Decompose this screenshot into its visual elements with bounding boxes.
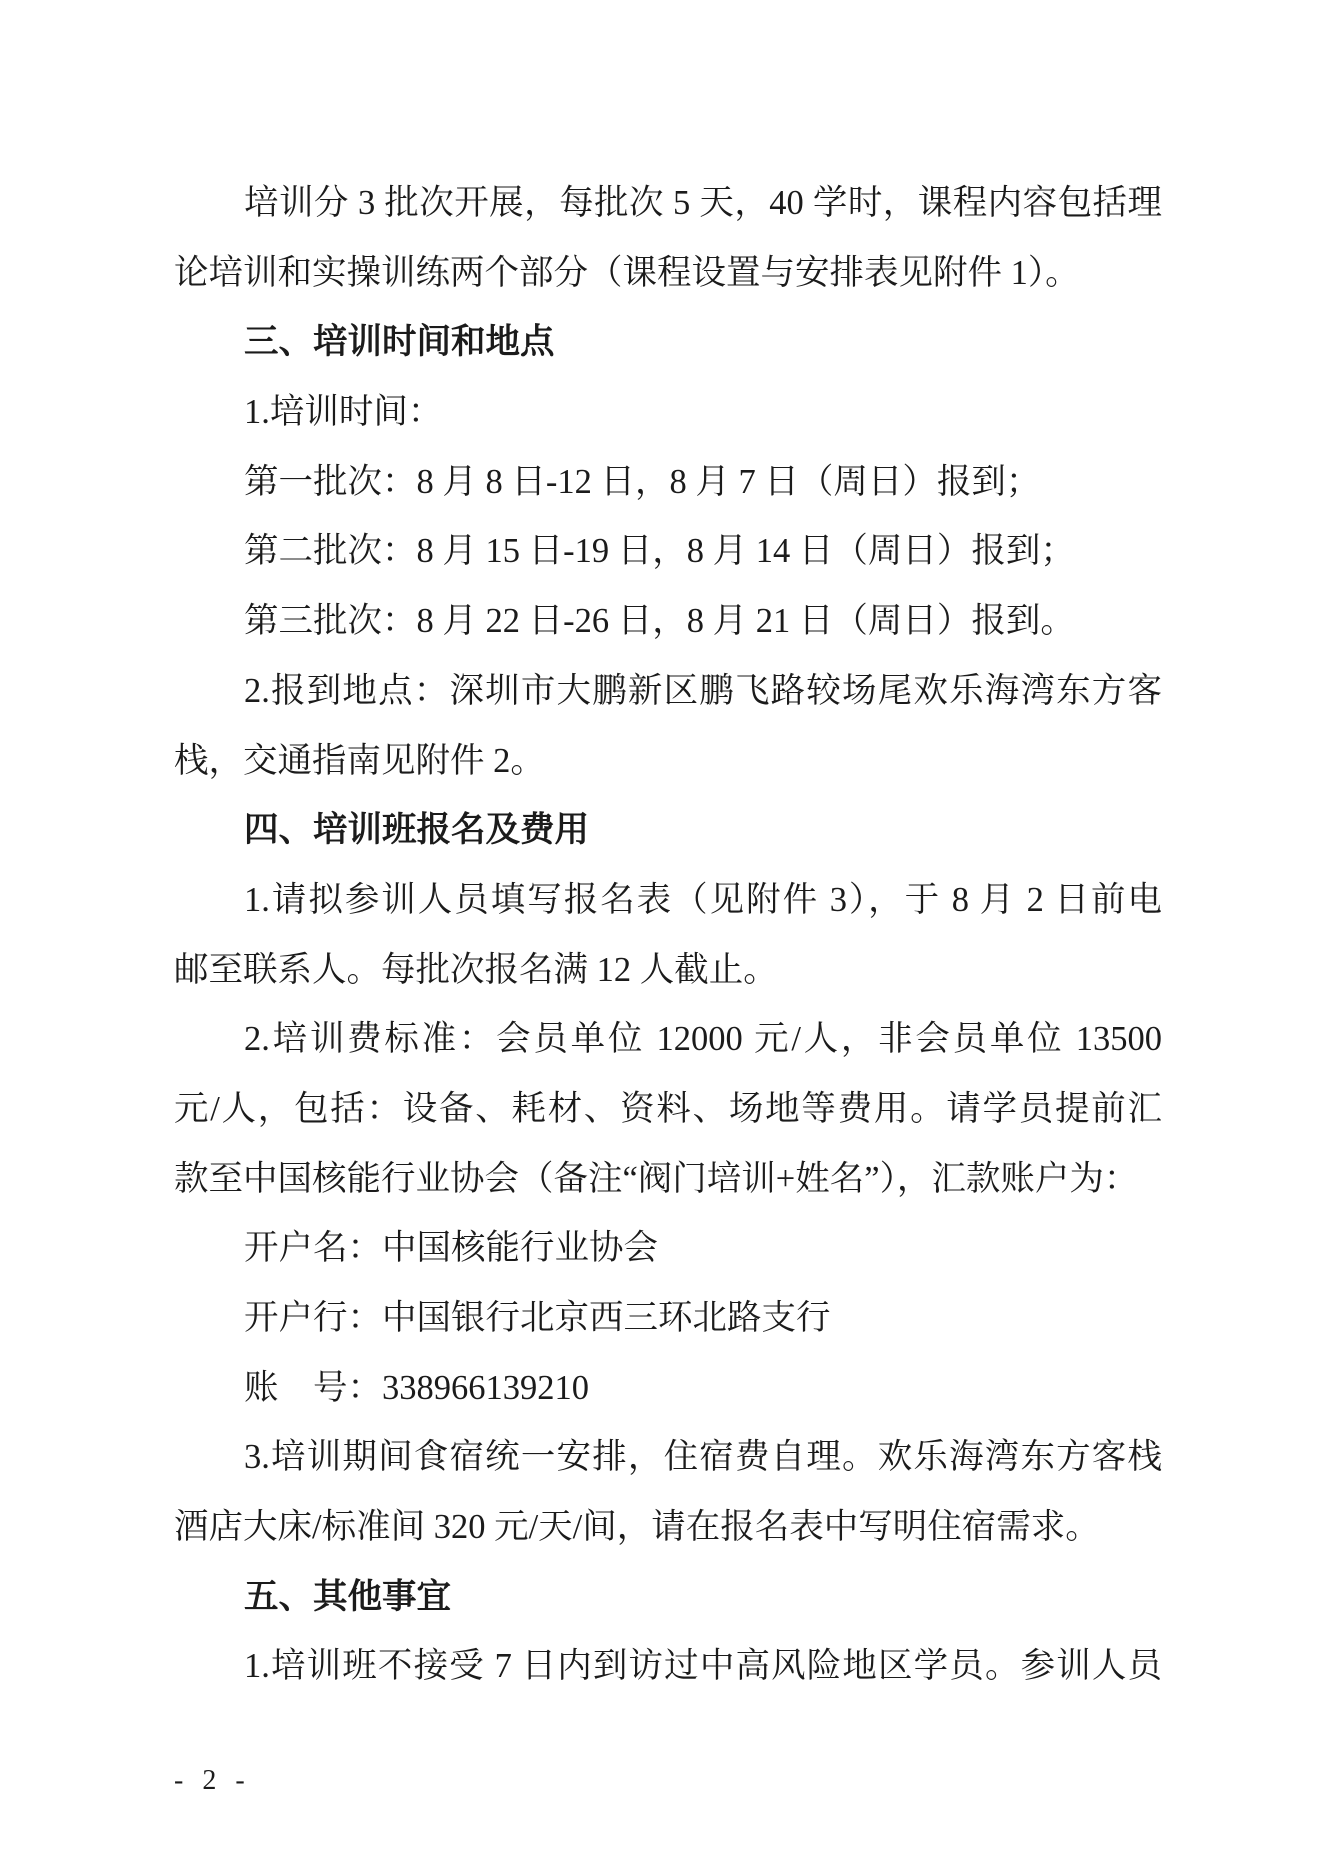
account-number-line xyxy=(174,1354,1162,1424)
section-heading: 四、培训班报名及费用 xyxy=(244,810,589,851)
text-line: 1.请拟参训人员填写报名表（见附件 3），于 8 月 2 日前电 xyxy=(244,880,1162,919)
account-bank-line xyxy=(174,1284,1162,1354)
section-heading: 五、其他事宜 xyxy=(244,1576,451,1617)
text-line: 元/人，包括：设备、耗材、资料、场地等费用。请学员提前汇 xyxy=(174,1089,1162,1128)
paragraph-batch-1 xyxy=(174,448,1162,518)
paragraph-training-time xyxy=(174,378,1162,448)
account-name-line xyxy=(174,1214,1162,1284)
text-line: 3.培训期间食宿统一安排，住宿费自理。欢乐海湾东方客栈 xyxy=(244,1438,1162,1477)
text-line: 邮至联系人。每批次报名满 12 人截止。 xyxy=(174,950,778,989)
paragraph-account-number xyxy=(174,1354,1162,1424)
account-number-value: 338966139210 xyxy=(382,1368,589,1407)
text-line: 酒店大床/标准间 320 元/天/间，请在报名表中写明住宿需求。 xyxy=(174,1508,1100,1547)
text-line: 论培训和实操训练两个部分（课程设置与安排表见附件 1）。 xyxy=(174,253,1080,292)
paragraph-venue xyxy=(174,657,1162,796)
account-number-label: 账 号： xyxy=(244,1368,382,1407)
page-number: - 2 - xyxy=(174,1765,251,1796)
account-name-label: 开户名： xyxy=(244,1229,382,1268)
text-line: 2.报到地点：深圳市大鹏新区鹏飞路较场尾欢乐海湾东方客 xyxy=(244,671,1162,710)
paragraph-account-name xyxy=(174,1214,1162,1284)
paragraph-course-structure xyxy=(174,169,1162,308)
text-line: 培训分 3 批次开展，每批次 5 天，40 学时，课程内容包括理 xyxy=(244,184,1162,222)
account-name-value: 中国核能行业协会 xyxy=(382,1229,658,1268)
paragraph-registration xyxy=(174,866,1162,1005)
section-heading: 三、培训时间和地点 xyxy=(244,322,555,363)
paragraph-batch-2 xyxy=(174,517,1162,587)
text-line: 第一批次：8 月 8 日-12 日，8 月 7 日（周日）报到； xyxy=(244,462,1041,501)
text-line: 第二批次：8 月 15 日-19 日，8 月 14 日（周日）报到； xyxy=(244,532,1075,571)
paragraph-other-item-1 xyxy=(174,1632,1162,1702)
account-bank-value: 中国银行北京西三环北路支行 xyxy=(382,1299,831,1337)
text-line: 栈，交通指南见附件 2。 xyxy=(174,741,545,780)
body-text xyxy=(174,169,1162,1702)
paragraph-batch-3 xyxy=(174,587,1162,657)
account-bank-label: 开户行： xyxy=(244,1299,382,1337)
text-line: 2.培训费标准：会员单位 12000 元/人，非会员单位 13500 xyxy=(244,1020,1162,1059)
paragraph-lodging xyxy=(174,1423,1162,1562)
text-line: 第三批次：8 月 22 日-26 日，8 月 21 日（周日）报到。 xyxy=(244,602,1075,641)
text-line: 款至中国核能行业协会（备注“阀门培训+姓名”），汇款账户为： xyxy=(174,1159,1139,1198)
paragraph-fee xyxy=(174,1005,1162,1214)
text-line: 1.培训时间： xyxy=(244,393,443,432)
paragraph-account-bank xyxy=(174,1284,1162,1354)
text-line: 1.培训班不接受 7 日内到访过中高风险地区学员。参训人员 xyxy=(244,1647,1162,1686)
